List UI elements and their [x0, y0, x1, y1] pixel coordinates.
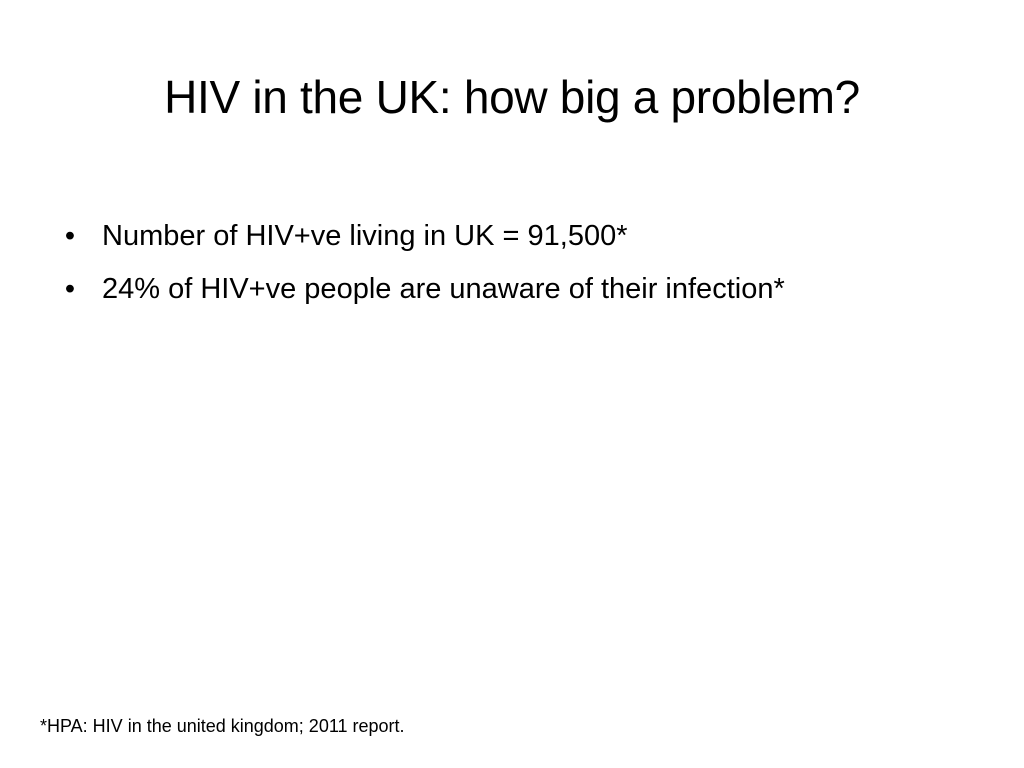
- bullet-item: [60, 265, 980, 313]
- bullet-text: 24% of HIV+ve people are unaware of their infection*: [102, 273, 785, 305]
- bullet-list: [60, 212, 980, 318]
- bullet-marker: •: [64, 273, 76, 305]
- bullet-marker: •: [64, 220, 76, 252]
- bullet-text: Number of HIV+ve living in UK = 91,500*: [102, 220, 628, 252]
- footnote: *HPA: HIV in the united kingdom; 2011 report.: [40, 716, 405, 736]
- bullet-item: [60, 212, 980, 260]
- slide-title: HIV in the UK: how big a problem?: [164, 71, 860, 123]
